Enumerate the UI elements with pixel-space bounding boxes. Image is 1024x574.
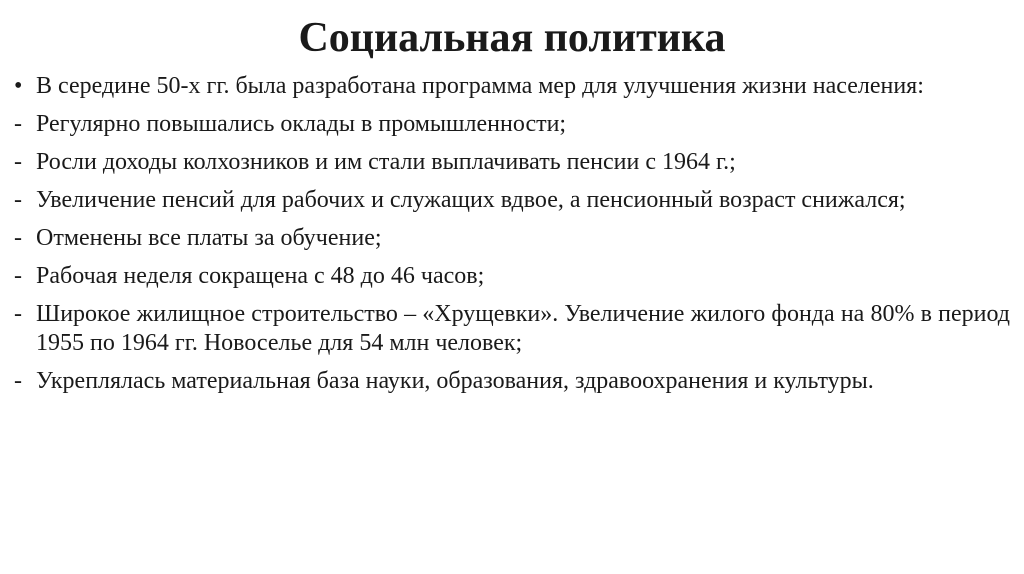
list-item (14, 110, 1010, 139)
list-item-text: Отменены все платы за обучение; (36, 225, 382, 251)
dash-marker: - (14, 368, 22, 394)
list-item-text: Укреплялась материальная база науки, образования, здравоохранения и культуры. (36, 368, 874, 394)
dash-marker: - (14, 225, 22, 251)
list-item-text: Широкое жилищное строительство – «Хрущевки». Увеличение жилого фонда на 80% в период 1955 по 1964 гг. Новоселье для 54 млн человек; (36, 301, 1010, 356)
list-item-text: Увеличение пенсий для рабочих и служащих вдвое, а пенсионный возраст снижался; (36, 187, 906, 213)
dash-marker: - (14, 301, 22, 327)
list-item (14, 224, 1010, 253)
dash-marker: - (14, 111, 22, 137)
list-item (14, 148, 1010, 177)
list-item-text: Регулярно повышались оклады в промышленности; (36, 111, 567, 137)
bullet-list (14, 72, 1010, 405)
list-item (14, 262, 1010, 291)
slide-title: Социальная политика (298, 15, 726, 61)
list-item-text: Рабочая неделя сокращена с 48 до 46 часов; (36, 263, 485, 289)
list-item (14, 72, 1010, 101)
list-item (14, 300, 1010, 358)
list-item (14, 186, 1010, 215)
dash-marker: - (14, 263, 22, 289)
list-item-text: В середине 50-х гг. была разработана программа мер для улучшения жизни населения: (36, 73, 924, 99)
dash-marker: - (14, 187, 22, 213)
bullet-marker: • (14, 73, 23, 99)
dash-marker: - (14, 149, 22, 175)
list-item (14, 367, 1010, 396)
list-item-text: Росли доходы колхозников и им стали выплачивать пенсии с 1964 г.; (36, 149, 736, 175)
